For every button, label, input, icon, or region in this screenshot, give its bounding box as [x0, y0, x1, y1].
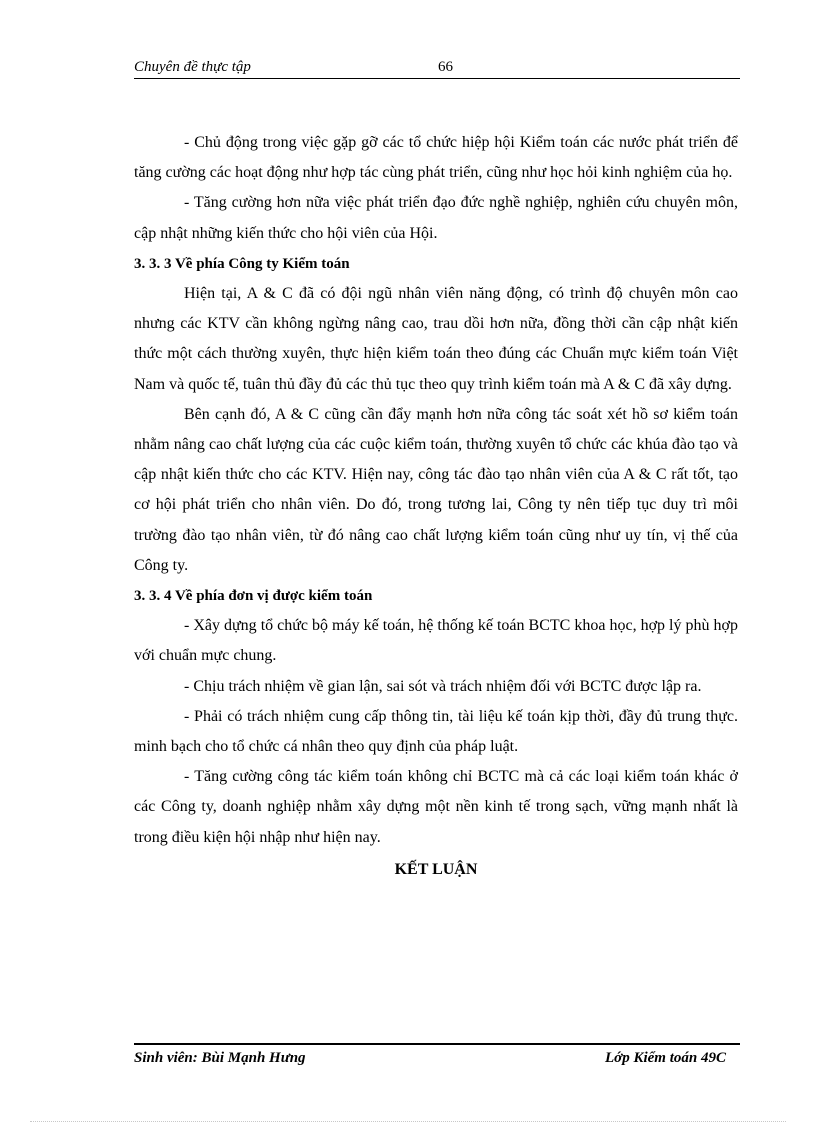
paragraph-fraud-responsibility: - Chịu trách nhiệm về gian lận, sai sót và trách nhiệm đối với BCTC được lập ra. [184, 677, 702, 695]
page-bottom-divider [30, 1121, 786, 1122]
paragraph-association-cooperation: - Chủ động trong việc gặp gỡ các tổ chức hiệp hội Kiểm toán các nước phát triển để tăng cường các hoạt động như hợp tác cùng phát triển, cũng như học hỏi kinh nghiệm của họ. [134, 134, 738, 182]
document-body [134, 128, 738, 885]
paragraph-professional-ethics: - Tăng cường hơn nữa việc phát triển đạo đức nghề nghiệp, nghiên cứu chuyên môn, cập nhật những kiến thức cho hội viên của Hội. [134, 194, 738, 242]
section-heading-audited-entity: 3. 3. 4 Về phía đơn vị được kiểm toán [134, 588, 373, 605]
section-heading-audit-firm: 3. 3. 3 Về phía Công ty Kiểm toán [134, 255, 350, 272]
paragraph-information-provision: - Phải có trách nhiệm cung cấp thông tin, tài liệu kế toán kịp thời, đầy đủ trung thực. minh bạch cho tổ chức cá nhân theo quy định của pháp luật. [134, 707, 738, 756]
footer-class-name: Lớp Kiểm toán 49C [605, 1050, 726, 1066]
footer-student-name: Sinh viên: Bùi Mạnh Hưng [134, 1050, 306, 1066]
paragraph-quality-review: Bên cạnh đó, A & C cũng cần đẩy mạnh hơn nữa công tác soát xét hồ sơ kiểm toán nhằm nâng cao chất lượng của các cuộc kiểm toán, thường xuyên tổ chức các khúa đào tạo và cập nhật kiến thức cho các KTV. Hiện nay, công tác đào tạo nhân viên của A & C rất tốt, tạo cơ hội phát triển cho nhân viên. Do đó, trong tương lai, Công ty nên tiếp tục duy trì môi trường đào tạo nhân viên, từ đó nâng cao chất lượng kiểm toán cũng như uy tín, vị thế của Công ty. [134, 405, 738, 574]
conclusion-heading: KẾT LUẬN [394, 860, 478, 878]
paragraph-accounting-system: - Xây dựng tổ chức bộ máy kế toán, hệ thống kế toán BCTC khoa học, hợp lý phù hợp với chuẩn mực chung. [134, 617, 738, 665]
page-footer [134, 1043, 740, 1066]
paragraph-audit-expansion: - Tăng cường công tác kiểm toán không chỉ BCTC mà cả các loại kiểm toán khác ở các Công ty, doanh nghiệp nhằm xây dựng một nền kinh tế trong sạch, vững mạnh nhất là trong điều kiện hội nhập như hiện nay. [134, 768, 738, 846]
page-header [134, 56, 740, 79]
header-title: Chuyên đề thực tập [134, 59, 251, 75]
paragraph-staff-training: Hiện tại, A & C đã có đội ngũ nhân viên năng động, có trình độ chuyên môn cao nhưng các KTV cần không ngừng nâng cao, trau dồi hơn nữa, đồng thời cần cập nhật kiến thức một cách thường xuyên, thực hiện kiểm toán theo đúng các Chuẩn mực kiểm toán Việt Nam và quốc tế, tuân thủ đầy đủ các thủ tục theo quy trình kiểm toán mà A & C đã xây dựng. [134, 285, 738, 393]
page-number: 66 [438, 59, 453, 75]
